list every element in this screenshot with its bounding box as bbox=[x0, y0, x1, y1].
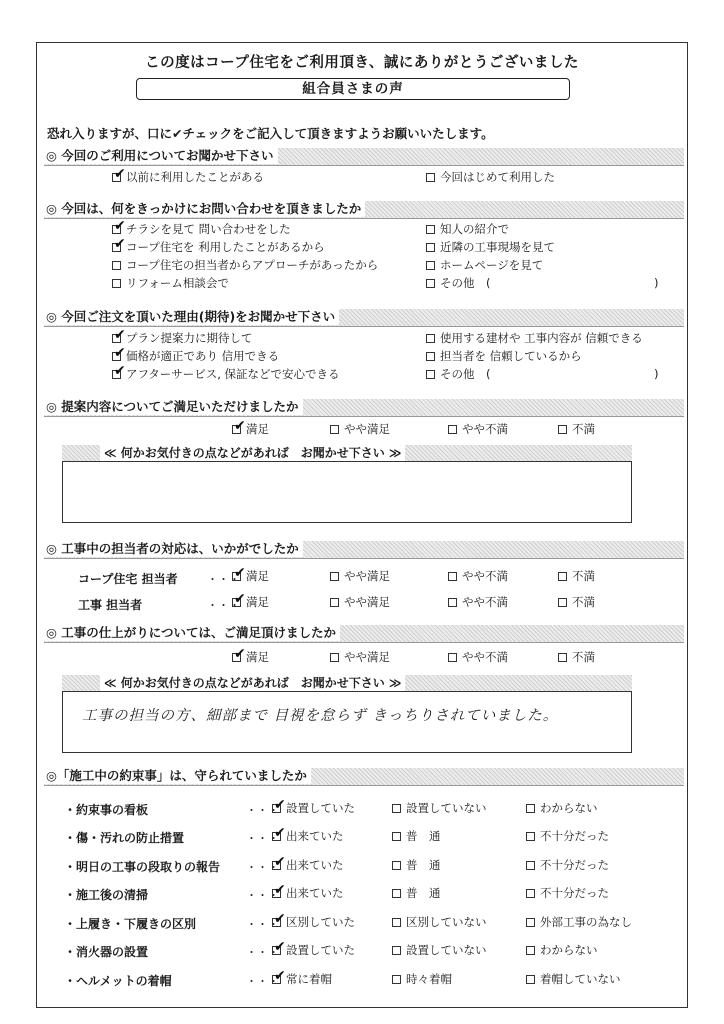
page-subtitle: 組合員さまの声 bbox=[136, 78, 570, 100]
section-title-staff: ◎ 工事中の担当者の対応は、いかがでしたか bbox=[44, 541, 303, 557]
coop-staff-somewhat-dissatisfied[interactable]: やや不満 bbox=[448, 569, 508, 584]
check-mark-icon: ✔ bbox=[234, 646, 246, 662]
option-homepage[interactable]: ホームページを見て bbox=[426, 258, 543, 273]
checkbox[interactable] bbox=[330, 598, 339, 607]
finish-somewhat-satisfied[interactable]: やや満足 bbox=[330, 650, 390, 665]
other-close-paren: ) bbox=[654, 276, 659, 290]
checkbox[interactable] bbox=[392, 832, 401, 841]
promise-row-dots: ・・・ bbox=[246, 975, 279, 988]
promise-option[interactable]: 普 通 bbox=[392, 829, 441, 844]
instruction-text: 恐れ入りますが、口に✔チェックをご記入して頂きますようお願いいたします。 bbox=[47, 126, 494, 141]
promise-row-label: ・施工後の清掃 bbox=[64, 888, 149, 902]
promise-option[interactable]: わからない bbox=[526, 801, 598, 816]
promise-option[interactable]: 着帽していない bbox=[526, 972, 621, 987]
checkbox[interactable] bbox=[426, 279, 435, 288]
proposal-somewhat-satisfied[interactable]: やや満足 bbox=[330, 422, 390, 437]
section-title-usage: ◎ 今回のご利用についてお聞かせ下さい bbox=[44, 148, 278, 164]
finish-satisfied[interactable]: ✔ 満足 bbox=[234, 646, 269, 664]
promise-option[interactable]: ✔ 出来ていた bbox=[274, 854, 344, 872]
checkbox[interactable] bbox=[526, 832, 535, 841]
checkbox[interactable] bbox=[426, 243, 435, 252]
promise-option[interactable]: 区別していない bbox=[392, 915, 487, 930]
checkbox[interactable] bbox=[426, 334, 435, 343]
section-title-trigger: ◎ 今回は、何をきっかけにお問い合わせを頂きましたか bbox=[44, 201, 365, 217]
promise-row-dots: ・・・ bbox=[246, 889, 279, 902]
checkbox[interactable] bbox=[392, 804, 401, 813]
checkbox[interactable] bbox=[426, 352, 435, 361]
checkbox[interactable] bbox=[272, 825, 286, 841]
option-first-time[interactable]: 今回はじめて利用した bbox=[426, 170, 555, 185]
promise-row-dots: ・・・ bbox=[246, 804, 279, 817]
option-used-coop[interactable]: ✔ コープ住宅を 利用したことがあるから bbox=[114, 236, 325, 254]
promise-row-label: ・消火器の設置 bbox=[64, 945, 149, 959]
proposal-somewhat-dissatisfied[interactable]: やや不満 bbox=[448, 422, 508, 437]
promise-option[interactable]: ✔ 常に着帽 bbox=[274, 968, 332, 986]
checkbox[interactable] bbox=[392, 889, 401, 898]
promise-option[interactable]: 不十分だった bbox=[526, 886, 609, 901]
option-reform-consult[interactable]: リフォーム相談会で bbox=[112, 276, 229, 291]
promise-option[interactable]: 設置していない bbox=[392, 943, 487, 958]
checkbox[interactable] bbox=[112, 236, 126, 252]
checkbox[interactable] bbox=[112, 166, 126, 182]
comment-box-proposal[interactable] bbox=[62, 461, 632, 523]
checkbox[interactable] bbox=[272, 939, 286, 955]
check-mark-icon: ✔ bbox=[234, 418, 246, 434]
handwritten-comment: 工事の担当の方、細部まで 目視を怠らず きっちりされていました。 bbox=[82, 708, 559, 724]
checkbox[interactable] bbox=[448, 572, 457, 581]
checkbox[interactable] bbox=[272, 797, 286, 813]
checkbox[interactable] bbox=[426, 261, 435, 270]
promise-row-label: ・約束事の看板 bbox=[64, 803, 149, 817]
checkbox[interactable] bbox=[526, 889, 535, 898]
checkbox[interactable] bbox=[112, 261, 121, 270]
checkbox[interactable] bbox=[232, 591, 246, 607]
checkbox[interactable] bbox=[392, 975, 401, 984]
promise-option[interactable]: ✔ 設置していた bbox=[274, 797, 355, 815]
promise-row-dots: ・・・ bbox=[246, 861, 279, 874]
option-materials[interactable]: 使用する建材や 工事内容が 信頼できる bbox=[426, 331, 643, 346]
proposal-satisfied[interactable]: ✔ 満足 bbox=[234, 418, 269, 436]
promise-row-label: ・上履き・下履きの区別 bbox=[64, 917, 197, 931]
checkbox[interactable] bbox=[112, 345, 126, 361]
option-approach[interactable]: コープ住宅の担当者からアプローチがあったから bbox=[112, 258, 378, 273]
check-mark-icon: ✔ bbox=[114, 166, 126, 182]
construction-staff-somewhat-dissatisfied[interactable]: やや不満 bbox=[448, 595, 508, 610]
checkbox[interactable] bbox=[232, 646, 246, 662]
promise-option[interactable]: 普 通 bbox=[392, 858, 441, 873]
checkbox[interactable] bbox=[526, 918, 535, 927]
promise-row-label: ・明日の工事の段取りの報告 bbox=[64, 860, 221, 874]
check-mark-icon: ✔ bbox=[114, 327, 126, 343]
checkbox[interactable] bbox=[526, 804, 535, 813]
checkbox[interactable] bbox=[330, 425, 339, 434]
coop-staff-somewhat-satisfied[interactable]: やや満足 bbox=[330, 569, 390, 584]
row-label-construction-staff: 工事 担当者 bbox=[78, 598, 143, 612]
checkbox[interactable] bbox=[526, 946, 535, 955]
coop-staff-satisfied[interactable]: ✔ 満足 bbox=[234, 565, 269, 583]
promise-option[interactable]: ✔ 出来ていた bbox=[274, 825, 344, 843]
checkbox[interactable] bbox=[112, 363, 126, 379]
checkbox[interactable] bbox=[426, 225, 435, 234]
check-mark-icon: ✔ bbox=[114, 236, 126, 252]
checkbox[interactable] bbox=[558, 653, 567, 662]
page-title: この度はコープ住宅をご利用頂き、誠にありがとうございました bbox=[145, 55, 579, 71]
row-dots: ・・・ bbox=[207, 599, 240, 612]
option-used-before[interactable]: ✔ 以前に利用したことがある bbox=[114, 166, 264, 184]
check-mark-icon: ✔ bbox=[114, 363, 126, 379]
checkbox[interactable] bbox=[392, 918, 401, 927]
option-trust-staff[interactable]: 担当者を 信頼しているから bbox=[426, 349, 582, 364]
promise-option[interactable]: 時々着帽 bbox=[392, 972, 452, 987]
checkbox[interactable] bbox=[272, 911, 286, 927]
section-title-reason: ◎ 今回ご注文を頂いた理由(期待)をお聞かせ下さい bbox=[44, 309, 339, 325]
check-mark-icon: ✔ bbox=[274, 939, 286, 955]
check-mark-icon: ✔ bbox=[274, 911, 286, 927]
option-price[interactable]: ✔ 価格が適正であり 信用できる bbox=[114, 345, 280, 363]
promise-option[interactable]: 不十分だった bbox=[526, 858, 609, 873]
promise-option[interactable]: ✔ 設置していた bbox=[274, 939, 355, 957]
checkbox[interactable] bbox=[272, 968, 286, 984]
promise-option[interactable]: 外部工事の為なし bbox=[526, 915, 632, 930]
promise-option[interactable]: ✔ 区別していた bbox=[274, 911, 355, 929]
promise-option[interactable]: 設置していない bbox=[392, 801, 487, 816]
row-dots: ・・・ bbox=[207, 573, 240, 586]
check-mark-icon: ✔ bbox=[274, 968, 286, 984]
option-referral[interactable]: 知人の紹介で bbox=[426, 222, 509, 237]
construction-staff-satisfied[interactable]: ✔ 満足 bbox=[234, 591, 269, 609]
promise-row-dots: ・・・ bbox=[246, 946, 279, 959]
checkbox[interactable] bbox=[392, 861, 401, 870]
section-title-proposal: ◎ 提案内容についてご満足いただけましたか bbox=[44, 399, 303, 415]
option-other-reason[interactable]: その他 ( bbox=[426, 367, 491, 382]
check-mark-icon: ✔ bbox=[274, 797, 286, 813]
checkbox[interactable] bbox=[558, 572, 567, 581]
row-label-coop-staff: コープ住宅 担当者 bbox=[78, 572, 178, 586]
promise-row-label: ・ヘルメットの着帽 bbox=[64, 974, 172, 988]
check-mark-icon: ✔ bbox=[274, 882, 286, 898]
promise-option[interactable]: わからない bbox=[526, 943, 598, 958]
promise-option[interactable]: 不十分だった bbox=[526, 829, 609, 844]
promise-row-dots: ・・・ bbox=[246, 918, 279, 931]
checkbox[interactable] bbox=[448, 425, 457, 434]
option-after-service[interactable]: ✔ アフターサービス, 保証などで安心できる bbox=[114, 363, 340, 381]
construction-staff-dissatisfied[interactable]: 不満 bbox=[558, 595, 595, 610]
check-mark-icon: ✔ bbox=[274, 854, 286, 870]
section-title-promises: ◎「施工中の約束事」は、守られていましたか bbox=[44, 768, 311, 784]
promise-row-dots: ・・・ bbox=[246, 832, 279, 845]
checkbox[interactable] bbox=[526, 975, 535, 984]
check-mark-icon: ✔ bbox=[234, 591, 246, 607]
checkbox[interactable] bbox=[558, 425, 567, 434]
option-other[interactable]: その他 ( bbox=[426, 276, 491, 291]
checkbox[interactable] bbox=[112, 218, 126, 234]
checkbox[interactable] bbox=[112, 279, 121, 288]
other-reason-close-paren: ) bbox=[654, 367, 659, 381]
checkbox[interactable] bbox=[272, 882, 286, 898]
checkbox[interactable] bbox=[272, 854, 286, 870]
finish-somewhat-dissatisfied[interactable]: やや不満 bbox=[448, 650, 508, 665]
checkbox[interactable] bbox=[330, 653, 339, 662]
option-flyer[interactable]: ✔ チラシを見て 問い合わせをした bbox=[114, 218, 291, 236]
checkbox[interactable] bbox=[392, 946, 401, 955]
check-mark-icon: ✔ bbox=[274, 825, 286, 841]
checkbox[interactable] bbox=[426, 173, 435, 182]
finish-dissatisfied[interactable]: 不満 bbox=[558, 650, 595, 665]
check-mark-icon: ✔ bbox=[234, 565, 246, 581]
section-title-finish: ◎ 工事の仕上がりについては、ご満足頂けましたか bbox=[44, 625, 340, 641]
checkbox[interactable] bbox=[448, 653, 457, 662]
comment-title-finish: ≪ 何かお気付きの点などがあれば お聞かせ下さい ≫ bbox=[100, 675, 405, 691]
promise-option[interactable]: 普 通 bbox=[392, 886, 441, 901]
option-plan[interactable]: ✔ プラン提案力に期待して bbox=[114, 327, 253, 345]
proposal-dissatisfied[interactable]: 不満 bbox=[558, 422, 595, 437]
check-mark-icon: ✔ bbox=[114, 218, 126, 234]
checkbox[interactable] bbox=[558, 598, 567, 607]
checkbox[interactable] bbox=[232, 418, 246, 434]
checkbox[interactable] bbox=[112, 327, 126, 343]
promise-row-label: ・傷・汚れの防止措置 bbox=[64, 831, 185, 845]
construction-staff-somewhat-satisfied[interactable]: やや満足 bbox=[330, 595, 390, 610]
checkbox[interactable] bbox=[426, 370, 435, 379]
check-mark-icon: ✔ bbox=[114, 345, 126, 361]
checkbox[interactable] bbox=[526, 861, 535, 870]
checkbox[interactable] bbox=[330, 572, 339, 581]
checkbox[interactable] bbox=[232, 565, 246, 581]
promise-option[interactable]: ✔ 出来ていた bbox=[274, 882, 344, 900]
checkbox[interactable] bbox=[448, 598, 457, 607]
comment-title-proposal: ≪ 何かお気付きの点などがあれば お聞かせ下さい ≫ bbox=[100, 445, 405, 461]
coop-staff-dissatisfied[interactable]: 不満 bbox=[558, 569, 595, 584]
option-nearby-site[interactable]: 近隣の工事現場を見て bbox=[426, 240, 555, 255]
